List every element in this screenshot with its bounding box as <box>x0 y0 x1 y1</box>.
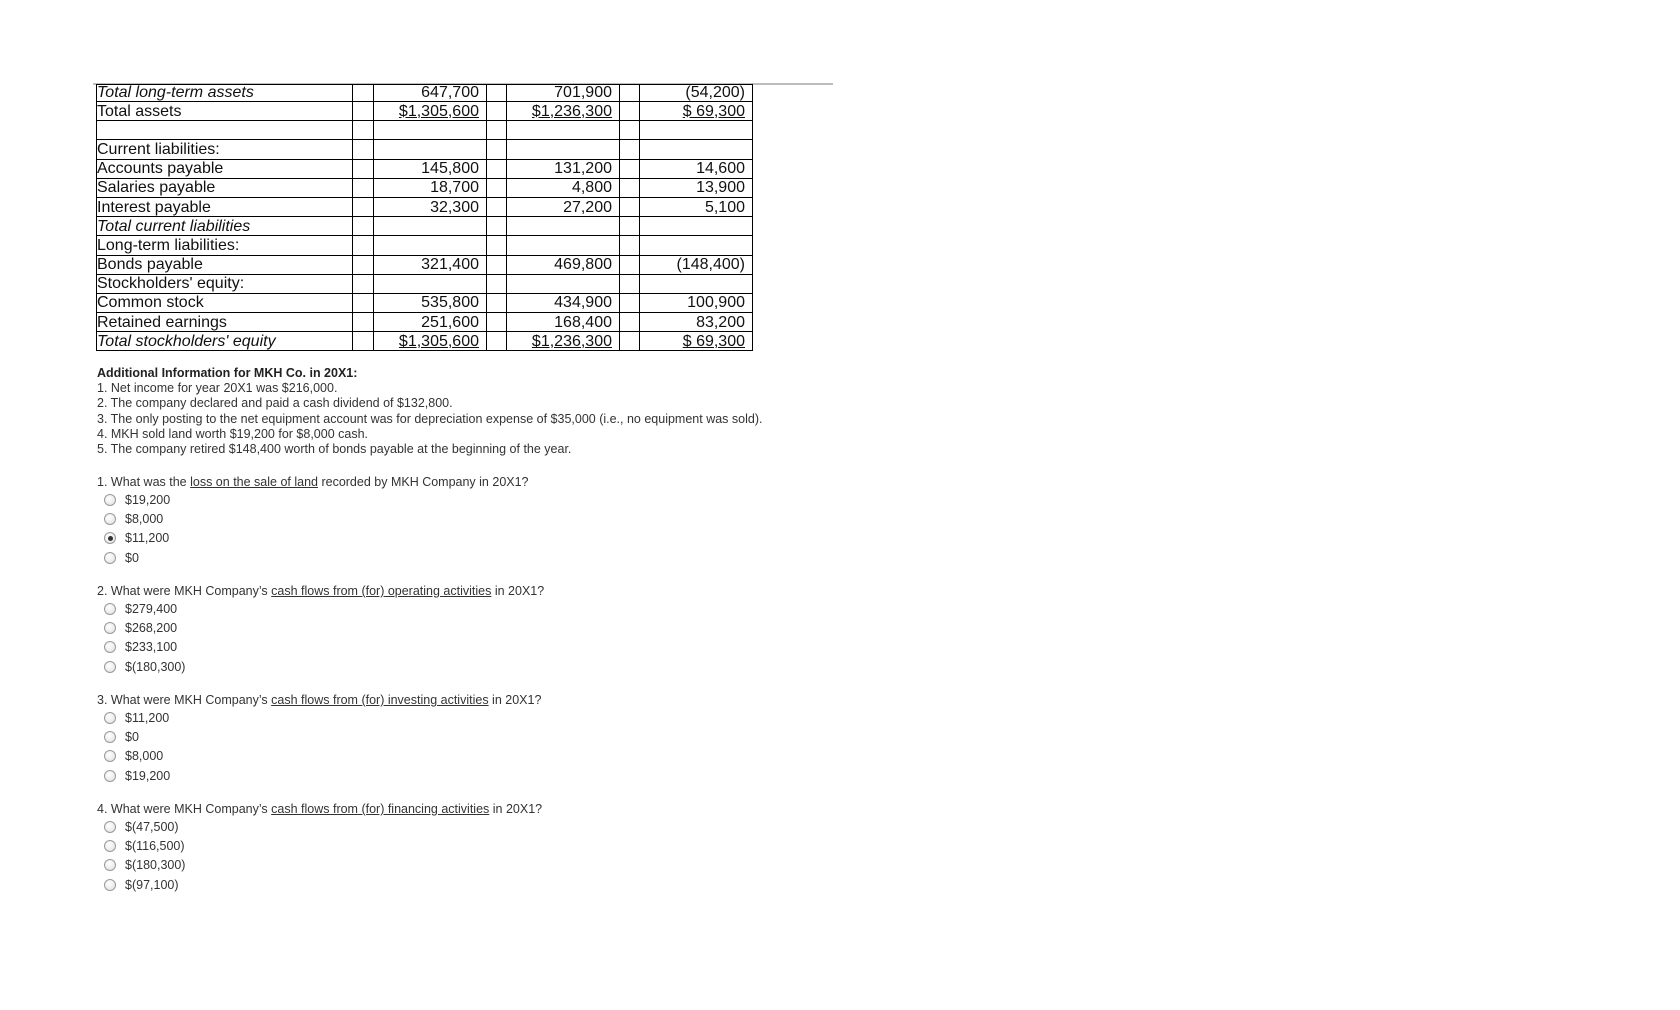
answer-option[interactable] <box>104 529 529 548</box>
cell-20x0: 701,900 <box>507 85 620 102</box>
table-row <box>97 102 753 121</box>
answer-option[interactable] <box>104 747 541 766</box>
info-heading: Additional Information for MKH Co. in 20X1: <box>97 366 358 380</box>
answer-option[interactable] <box>104 638 544 657</box>
question-1 <box>97 474 529 567</box>
table-row <box>97 121 753 140</box>
radio-button[interactable] <box>104 731 116 743</box>
radio-button-selected[interactable] <box>104 532 116 544</box>
info-item: 3. The only posting to the net equipment account was for depreciation expense of $35,000 (i.e., no equipment was sold). <box>97 411 763 426</box>
table-row <box>97 274 753 293</box>
option-label[interactable]: $(97,100) <box>125 877 179 892</box>
info-item: 4. MKH sold land worth $19,200 for $8,000 cash. <box>97 426 368 441</box>
row-label: Long-term liabilities: <box>97 236 353 255</box>
row-label: Common stock <box>97 293 353 312</box>
table-row <box>97 217 753 236</box>
radio-button[interactable] <box>104 712 116 724</box>
answer-option[interactable] <box>104 836 542 855</box>
option-label[interactable]: $(180,300) <box>125 659 186 674</box>
cell-change: 83,200 <box>640 313 753 332</box>
table-row <box>97 197 753 216</box>
option-label[interactable]: $11,200 <box>125 531 170 546</box>
option-label[interactable]: $268,200 <box>125 620 178 635</box>
cell-20x0: 4,800 <box>507 178 620 197</box>
cell-20x0: 469,800 <box>507 255 620 274</box>
answer-option[interactable] <box>104 509 529 528</box>
answer-option[interactable] <box>104 708 541 727</box>
cell-20x0: 168,400 <box>507 313 620 332</box>
table-row <box>97 293 753 312</box>
radio-button[interactable] <box>104 879 116 891</box>
question-4 <box>97 801 542 894</box>
option-label[interactable]: $11,200 <box>125 710 170 725</box>
radio-button[interactable] <box>104 661 116 673</box>
row-label: Salaries payable <box>97 178 353 197</box>
answer-option[interactable] <box>104 727 541 746</box>
row-label: Retained earnings <box>97 313 353 332</box>
cell-change: (148,400) <box>640 255 753 274</box>
option-label[interactable]: $19,200 <box>125 768 171 783</box>
row-label: Current liabilities: <box>97 140 353 159</box>
answer-option[interactable] <box>104 766 541 785</box>
option-label[interactable]: $8,000 <box>125 749 164 764</box>
row-label: Stockholders' equity: <box>97 274 353 293</box>
table-row <box>97 236 753 255</box>
option-label[interactable]: $8,000 <box>125 511 164 526</box>
cell-20x1: 535,800 <box>374 293 487 312</box>
question-text: 1. What was the loss on the sale of land recorded by MKH Company in 20X1? <box>97 475 529 489</box>
answer-option[interactable] <box>104 490 529 509</box>
question-text: 4. What were MKH Company’s cash flows from (for) financing activities in 20X1? <box>97 802 543 816</box>
answer-option[interactable] <box>104 548 529 567</box>
option-label[interactable]: $0 <box>125 729 139 744</box>
balance-sheet-table <box>96 84 753 351</box>
row-label: Interest payable <box>97 197 353 216</box>
radio-button[interactable] <box>104 552 116 564</box>
radio-button[interactable] <box>104 840 116 852</box>
info-item: 5. The company retired $148,400 worth of bonds payable at the beginning of the year. <box>97 442 572 457</box>
cell-20x1: 321,400 <box>374 255 487 274</box>
cell-20x1: 32,300 <box>374 197 487 216</box>
cell-change: 14,600 <box>640 159 753 178</box>
cell-20x1: 145,800 <box>374 159 487 178</box>
additional-info <box>97 366 762 457</box>
radio-button[interactable] <box>104 821 116 833</box>
question-3 <box>97 692 541 785</box>
radio-button[interactable] <box>104 494 116 506</box>
info-item: 1. Net income for year 20X1 was $216,000. <box>97 381 338 396</box>
info-item: 2. The company declared and paid a cash dividend of $132,800. <box>97 396 453 411</box>
cell-change: (54,200) <box>640 85 753 102</box>
table-row <box>97 140 753 159</box>
cell-20x0: 434,900 <box>507 293 620 312</box>
answer-option[interactable] <box>104 875 542 894</box>
row-label: Total long-term assets <box>97 85 353 102</box>
row-label: Accounts payable <box>97 159 353 178</box>
question-text: 3. What were MKH Company’s cash flows from (for) investing activities in 20X1? <box>97 693 542 707</box>
row-label: Total assets <box>97 102 353 121</box>
question-2 <box>97 583 544 676</box>
radio-button[interactable] <box>104 641 116 653</box>
cell-20x0: $1,236,300 <box>531 102 612 120</box>
cell-20x0: 131,200 <box>507 159 620 178</box>
answer-option[interactable] <box>104 817 542 836</box>
cell-20x1: $1,305,600 <box>398 102 479 120</box>
cell-20x1: 647,700 <box>374 85 487 102</box>
row-label: Total stockholders' equity <box>97 332 353 351</box>
cell-20x1: $1,305,600 <box>398 332 479 350</box>
row-label: Total current liabilities <box>97 217 353 236</box>
radio-button[interactable] <box>104 770 116 782</box>
table-row <box>97 332 753 351</box>
option-label[interactable]: $279,400 <box>125 601 178 616</box>
radio-button[interactable] <box>104 513 116 525</box>
cell-change: 13,900 <box>640 178 753 197</box>
radio-button[interactable] <box>104 859 116 871</box>
cell-change: $ 69,300 <box>682 102 745 120</box>
option-label[interactable]: $(47,500) <box>125 819 179 834</box>
option-label[interactable]: $(116,500) <box>125 838 185 853</box>
option-label[interactable]: $(180,300) <box>125 858 186 873</box>
table-row <box>97 255 753 274</box>
cell-20x0: 27,200 <box>507 197 620 216</box>
radio-button[interactable] <box>104 750 116 762</box>
table-row <box>97 313 753 332</box>
cell-20x1: 251,600 <box>374 313 487 332</box>
option-label[interactable]: $0 <box>125 550 139 565</box>
cell-change: 5,100 <box>640 197 753 216</box>
answer-option[interactable] <box>104 618 544 637</box>
answer-option[interactable] <box>104 657 544 676</box>
radio-button[interactable] <box>104 622 116 634</box>
option-label[interactable]: $19,200 <box>125 492 171 507</box>
answer-option[interactable] <box>104 856 542 875</box>
cell-20x1: 18,700 <box>374 178 487 197</box>
table-row <box>97 85 753 102</box>
answer-option[interactable] <box>104 599 544 618</box>
cell-change: $ 69,300 <box>682 332 745 350</box>
table-row <box>97 159 753 178</box>
cell-20x0: $1,236,300 <box>531 332 612 350</box>
question-text: 2. What were MKH Company’s cash flows from (for) operating activities in 20X1? <box>97 584 545 598</box>
option-label[interactable]: $233,100 <box>125 640 178 655</box>
radio-button[interactable] <box>104 603 116 615</box>
row-label: Bonds payable <box>97 255 353 274</box>
table-row <box>97 178 753 197</box>
cell-change: 100,900 <box>640 293 753 312</box>
